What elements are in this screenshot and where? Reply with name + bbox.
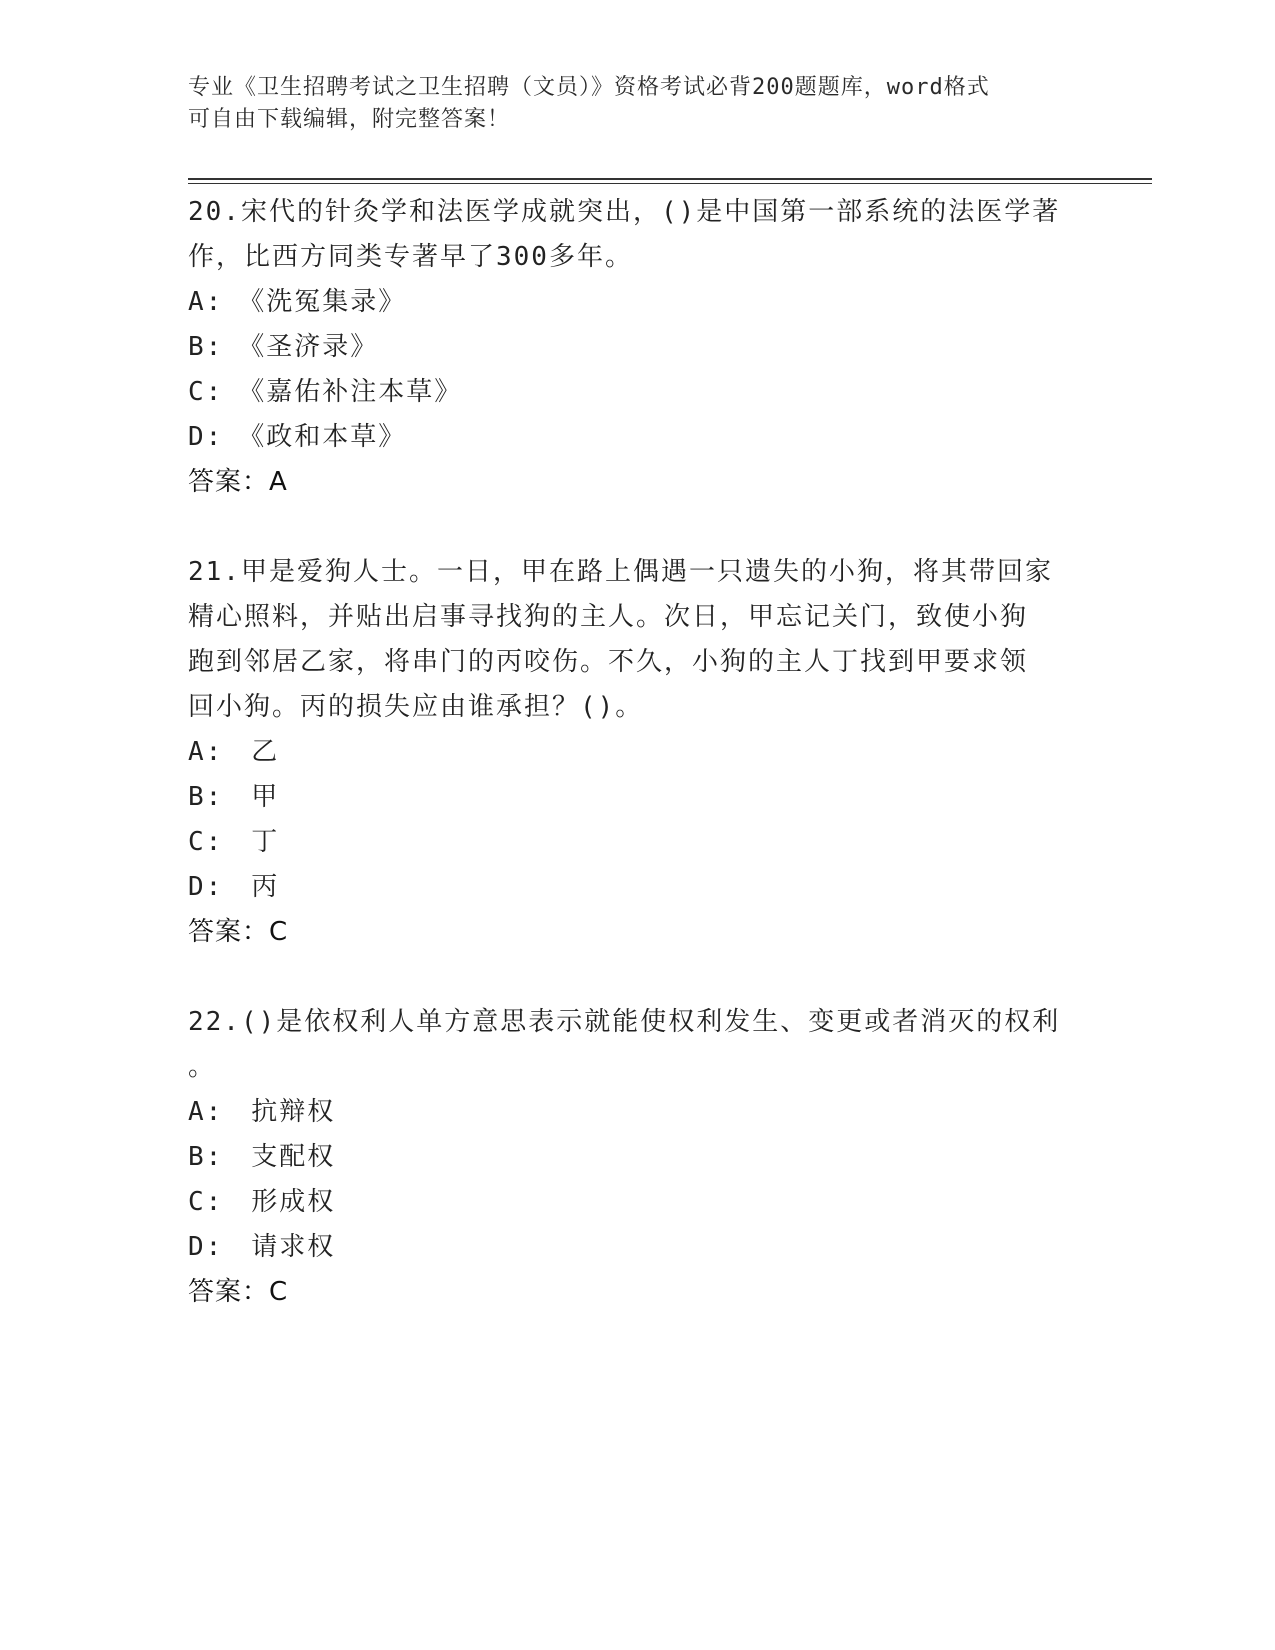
question-21	[188, 550, 1088, 955]
option-d: D: 《政和本草》	[188, 422, 407, 452]
question-stem-line: 作，比西方同类专著早了300多年。	[188, 242, 633, 272]
header-line-2: 可自由下载编辑，附完整答案！	[188, 107, 511, 132]
option-b: B: 支配权	[188, 1142, 336, 1172]
question-stem-line: 精心照料，并贴出启事寻找狗的主人。次日，甲忘记关门，致使小狗	[188, 602, 1029, 632]
option-a: A: 乙	[188, 737, 280, 767]
option-b: B: 甲	[188, 782, 280, 812]
question-stem-line: 。	[188, 1052, 217, 1082]
answer-line: 答案：C	[188, 1277, 289, 1307]
question-stem-line: 21.甲是爱狗人士。一日，甲在路上偶遇一只遗失的小狗，将其带回家	[188, 557, 1053, 587]
option-a: A: 抗辩权	[188, 1097, 336, 1127]
question-22	[188, 1000, 1088, 1315]
document-header	[188, 72, 1068, 136]
header-line-1: 专业《卫生招聘考试之卫生招聘（文员）》资格考试必背200题题库，word格式	[188, 75, 990, 100]
question-list	[188, 190, 1088, 1360]
answer-line: 答案：C	[188, 917, 289, 947]
option-d: D: 丙	[188, 872, 280, 902]
question-20	[188, 190, 1088, 505]
option-c: C: 《嘉佑补注本草》	[188, 377, 463, 407]
option-b: B: 《圣济录》	[188, 332, 379, 362]
header-divider-thick	[188, 178, 1152, 180]
option-c: C: 丁	[188, 827, 280, 857]
question-stem-line: 20.宋代的针灸学和法医学成就突出，()是中国第一部系统的法医学著	[188, 197, 1061, 227]
header-divider-thin	[188, 183, 1152, 184]
option-c: C: 形成权	[188, 1187, 336, 1217]
question-stem-line: 跑到邻居乙家，将串门的丙咬伤。不久，小狗的主人丁找到甲要求领	[188, 647, 1029, 677]
question-stem-line: 22.()是依权利人单方意思表示就能使权利发生、变更或者消灭的权利	[188, 1007, 1061, 1037]
option-a: A: 《洗冤集录》	[188, 287, 407, 317]
option-d: D: 请求权	[188, 1232, 336, 1262]
answer-line: 答案：A	[188, 467, 288, 497]
question-stem-line: 回小狗。丙的损失应由谁承担？()。	[188, 692, 644, 722]
